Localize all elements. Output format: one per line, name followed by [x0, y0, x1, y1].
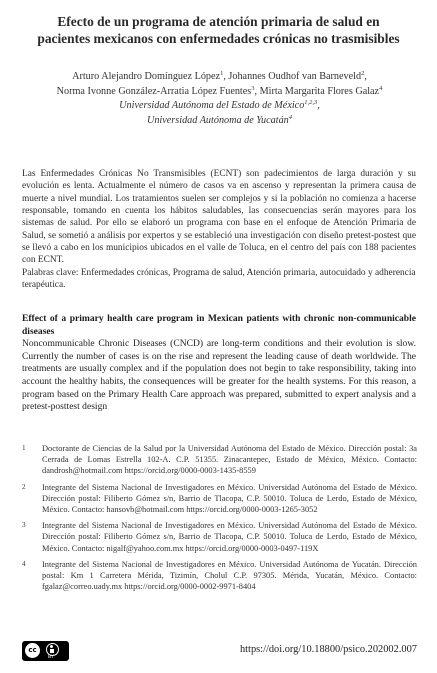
footnote-number: 1 [22, 444, 26, 452]
author-block [22, 70, 417, 128]
footnote-text: Integrante del Sistema Nacional de Investigadores en México. Universidad Autónoma del Estado de México. Dirección postal: Filiberto Gómez s/n, Barrio de Tlacopa, C.P. 50010. Toluca de Lerdo, Estado de México, México. Contacto: hansovb@hotmail.com https://orcid.org/0000-0003-1265-3052 [42, 482, 417, 515]
by-label: BY [48, 655, 54, 660]
paper-title [20, 13, 417, 47]
footnote-text: Integrante del Sistema Nacional de Investigadores en México. Universidad Autónoma de Yucatán. Dirección postal: Km 1 Carretera Mérida, Tizimín, Cholul C.P. 97305. Mérida, Yucatán, México. Contacto: fgalaz@correo.uady.mx https://orcid.org/0000-0002-9971-8404 [42, 559, 417, 592]
page-footer [22, 641, 417, 663]
keywords: Palabras clave: Enfermedades crónicas, Programa de salud, Atención primaria, autocuidado y adherencia terapéutica. [22, 267, 416, 291]
author-sup: 3 [251, 84, 255, 92]
author-sup: 2 [361, 70, 365, 77]
cc-icon: cc [25, 643, 40, 658]
affiliation-sup: 4 [288, 113, 293, 121]
title-line-1: Efecto de un programa de atención primaria de salud en [57, 14, 380, 29]
affiliation-name: Universidad Autónoma de Yucatán [146, 114, 289, 126]
footnote-number: 4 [22, 559, 26, 568]
english-abstract-text: Noncommunicable Chronic Diseases (CNCD) are long-term conditions and their evolution is slow. Currently the number of cases is on the rise and represent the leading cause of death worldwide. The treatments are usually complex and if the population does not begin to take responsibility, taking into account the healthy habits, the consequences will be greater for the health systems. For this reason, a program based on the Primary Health Care approach was prepared, submitted to expert analysis and a pretest-posttest design [22, 338, 416, 413]
affiliation-2 [22, 114, 417, 129]
author-sup: 4 [379, 84, 383, 92]
affiliation-name: Universidad Autónoma del Estado de México [119, 100, 305, 112]
footnote [22, 559, 417, 593]
abstract-spanish [22, 168, 416, 291]
author-line-1: Arturo Alejandro Domínguez López$^1$, Johannes Oudhof van Barneveld$^2$, [72, 70, 367, 82]
footnotes [22, 443, 417, 597]
attribution-icon-body [50, 649, 54, 653]
footnote-number: 3 [22, 521, 26, 530]
title-line-2: pacientes mexicanos con enfermedades crónicas no trasmisibles [37, 31, 400, 46]
footnote-text: Doctorante de Ciencias de la Salud por la Universidad Autónoma del Estado de México. Dirección postal: 3a Cerrada de Lomas Estrella 102-A. C.P. 51355. Zinacantepec, Estado de México, México. Contacto: dandrosh@hotmail.com https://orcid.org/0000-0003-1435-8559 [42, 444, 417, 476]
creative-commons-license-badge[interactable] [22, 641, 69, 661]
author-name: Mirta Margarita Flores Galaz [259, 85, 380, 97]
footnote [22, 443, 417, 477]
abstract-text: Las Enfermedades Crónicas No Transmisibles (ECNT) son padecimientos de larga duración y su evolución es lenta. Actualmente el número de casos va en ascenso y representan la primera causa de muerte a nivel mundial. Los tratamientos suelen ser complejos y si la población no comienza a hacerse responsable, tomando en cuenta los hábitos saludables, las consecuencias serán mayores para los sistemas de salud. Por ello se elaboró un programa con base en el enfoque de Atención Primaria de Salud, se sometió a análisis por expertos y se estableció una investigación con diseño pretest-postest que se llevó a cabo en los municipios ubicados en el valle de Toluca, en el centro del país con 188 pacientes con ECNT. [22, 169, 416, 266]
affiliation-1: Universidad Autónoma del Estado de México$^{1,2,3}$, [119, 99, 320, 112]
author-sup: 1 [220, 70, 224, 77]
english-title: Effect of a primary health care program in Mexican patients with chronic non-communicable diseases [22, 313, 416, 337]
author-name: Arturo Alejandro Domínguez López [72, 71, 221, 82]
doi-link[interactable]: https://doi.org/10.18800/psico.202002.007 [239, 644, 417, 655]
attribution-icon-head [50, 645, 53, 648]
affiliation-sup: 1,2,3 [304, 99, 318, 107]
footnote-number: 2 [22, 482, 26, 491]
author-name: Johannes Oudhof van Barneveld [228, 71, 362, 82]
author-name: Norma Ivonne González-Arratia López Fuentes [56, 85, 252, 97]
footnote [22, 482, 417, 516]
footnote [22, 520, 417, 554]
author-line-2: Norma Ivonne González-Arratia López Fuentes$^3$, Mirta Margarita Flores Galaz$^4$ [56, 84, 383, 97]
abstract-english [22, 313, 416, 414]
footnote-text: Integrante del Sistema Nacional de Investigadores en México. Universidad Autónoma del Estado de México. Dirección postal: Filiberto Gómez s/n, Barrio de Tlacopa, C.P. 50010. Toluca de Lerdo, Estado de México, México. Contacto: nigalf@yahoo.com.mx https://orcid.org/0000-0003-0497-119X [42, 521, 417, 553]
